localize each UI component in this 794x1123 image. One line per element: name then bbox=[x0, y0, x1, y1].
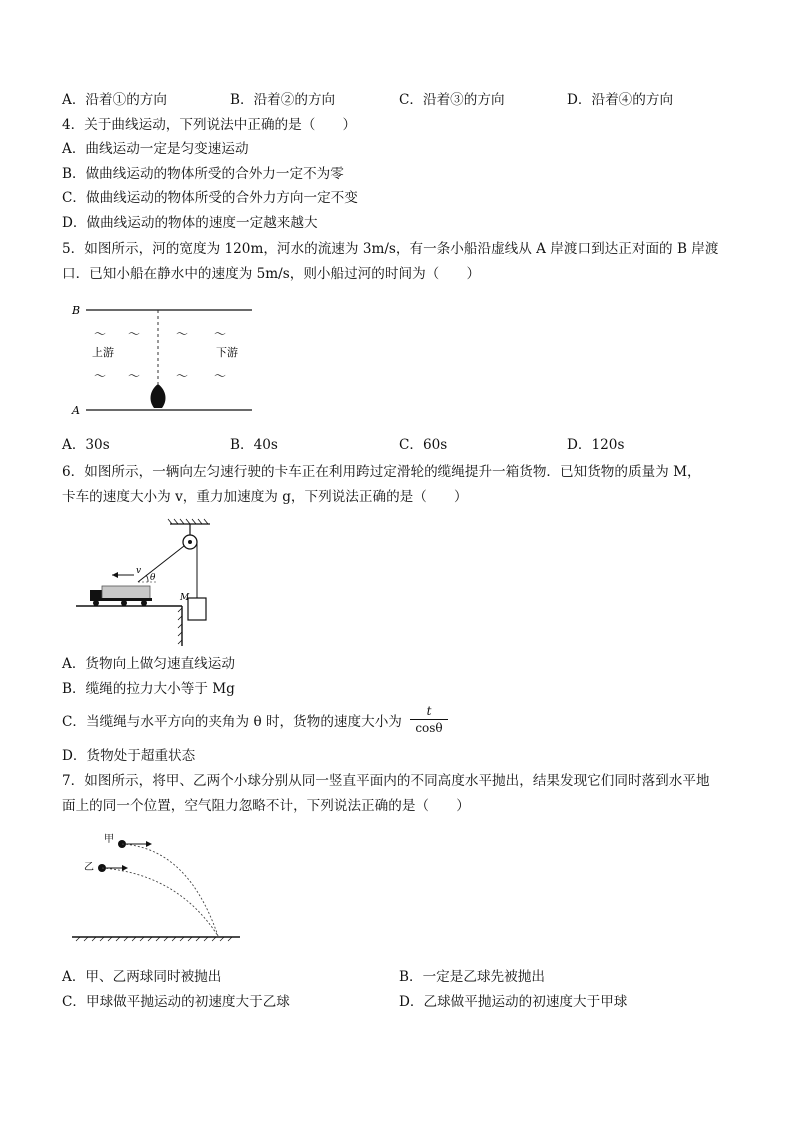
trajectory-jia bbox=[122, 844, 218, 936]
q3-option-c: C．沿着③的方向 bbox=[399, 92, 505, 108]
wave-mark: ～ bbox=[176, 369, 189, 383]
q3-option-d: D．沿着④的方向 bbox=[567, 92, 674, 108]
q5-river-figure bbox=[66, 298, 256, 420]
q7-stem-line1: 7．如图所示，将甲、乙两个小球分别从同一竖直平面内的不同高度水平抛出，结果发现它们同时落到水平地 bbox=[62, 773, 710, 789]
q4-option-b: B．做曲线运动的物体所受的合外力一定不为零 bbox=[62, 166, 344, 182]
wave-mark: ～ bbox=[94, 369, 107, 383]
q6-option-d: D．货物处于超重状态 bbox=[62, 748, 196, 764]
velocity-label: v bbox=[136, 566, 142, 576]
bank-b-label: B bbox=[72, 304, 81, 317]
q7-option-a: A．甲、乙两球同时被抛出 bbox=[62, 969, 222, 985]
q3-option-a: A．沿着①的方向 bbox=[62, 92, 167, 108]
wave-mark: ～ bbox=[128, 369, 141, 383]
q3-option-b: B．沿着②的方向 bbox=[230, 92, 336, 108]
wave-mark: ～ bbox=[214, 369, 227, 383]
rope-to-truck bbox=[138, 546, 184, 582]
q6-option-b: B．缆绳的拉力大小等于 Mg bbox=[62, 681, 235, 697]
q7-option-b: B．一定是乙球先被抛出 bbox=[399, 969, 545, 985]
q6-stem-line1: 6．如图所示，一辆向左匀速行驶的卡车正在利用跨过定滑轮的缆绳提升一箱货物．已知货物的质量为 M， bbox=[62, 464, 701, 480]
q7-option-d: D．乙球做平抛运动的初速度大于甲球 bbox=[399, 994, 628, 1010]
theta-label: θ bbox=[150, 573, 156, 583]
q6-pulley-figure bbox=[72, 518, 222, 650]
wave-mark: ～ bbox=[128, 327, 141, 341]
q4-option-a: A．曲线运动一定是匀变速运动 bbox=[62, 141, 249, 157]
fraction-numerator: t bbox=[426, 704, 432, 718]
ball-yi-label: 乙 bbox=[84, 862, 94, 873]
fraction-denominator: cosθ bbox=[415, 721, 443, 735]
q5-option-a: A．30s bbox=[62, 437, 110, 453]
q5-option-c: C．60s bbox=[399, 437, 448, 453]
q4-option-c: C．做曲线运动的物体所受的合外力方向一定不变 bbox=[62, 190, 358, 206]
q5-option-d: D．120s bbox=[567, 437, 625, 453]
q7-projectile-figure bbox=[68, 828, 244, 946]
q4-stem: 4．关于曲线运动，下列说法中正确的是（ ） bbox=[62, 117, 357, 133]
ball-jia-label: 甲 bbox=[104, 834, 114, 845]
upstream-label: 上游 bbox=[92, 346, 114, 359]
q5-stem-line2: 口．已知小船在静水中的速度为 5m/s，则小船过河的时间为（ ） bbox=[62, 266, 481, 282]
q4-option-d: D．做曲线运动的物体的速度一定越来越大 bbox=[62, 215, 318, 231]
wave-mark: ～ bbox=[214, 327, 227, 341]
cargo-box bbox=[188, 598, 206, 620]
wave-mark: ～ bbox=[176, 327, 189, 341]
boat-icon bbox=[151, 384, 166, 408]
mass-label: M bbox=[180, 593, 190, 603]
trajectory-yi bbox=[102, 868, 218, 936]
wave-mark: ～ bbox=[94, 327, 107, 341]
q5-option-b: B．40s bbox=[230, 437, 278, 453]
q6-stem-line2: 卡车的速度大小为 v，重力加速度为 g，下列说法正确的是（ ） bbox=[62, 489, 468, 505]
q6-option-c-fraction bbox=[410, 704, 448, 735]
bank-a-label: A bbox=[72, 404, 80, 417]
q7-option-c: C．甲球做平抛运动的初速度大于乙球 bbox=[62, 994, 290, 1010]
downstream-label: 下游 bbox=[216, 346, 238, 359]
q7-stem-line2: 面上的同一个位置，空气阻力忽略不计，下列说法正确的是（ ） bbox=[62, 798, 470, 814]
q6-option-a: A．货物向上做匀速直线运动 bbox=[62, 656, 235, 672]
q5-stem-line1: 5．如图所示，河的宽度为 120m，河水的流速为 3m/s，有一条小船沿虚线从 A 岸渡口到达正对面的 B 岸渡 bbox=[62, 241, 719, 257]
q6-option-c: C．当缆绳与水平方向的夹角为 θ 时，货物的速度大小为 bbox=[62, 714, 402, 730]
